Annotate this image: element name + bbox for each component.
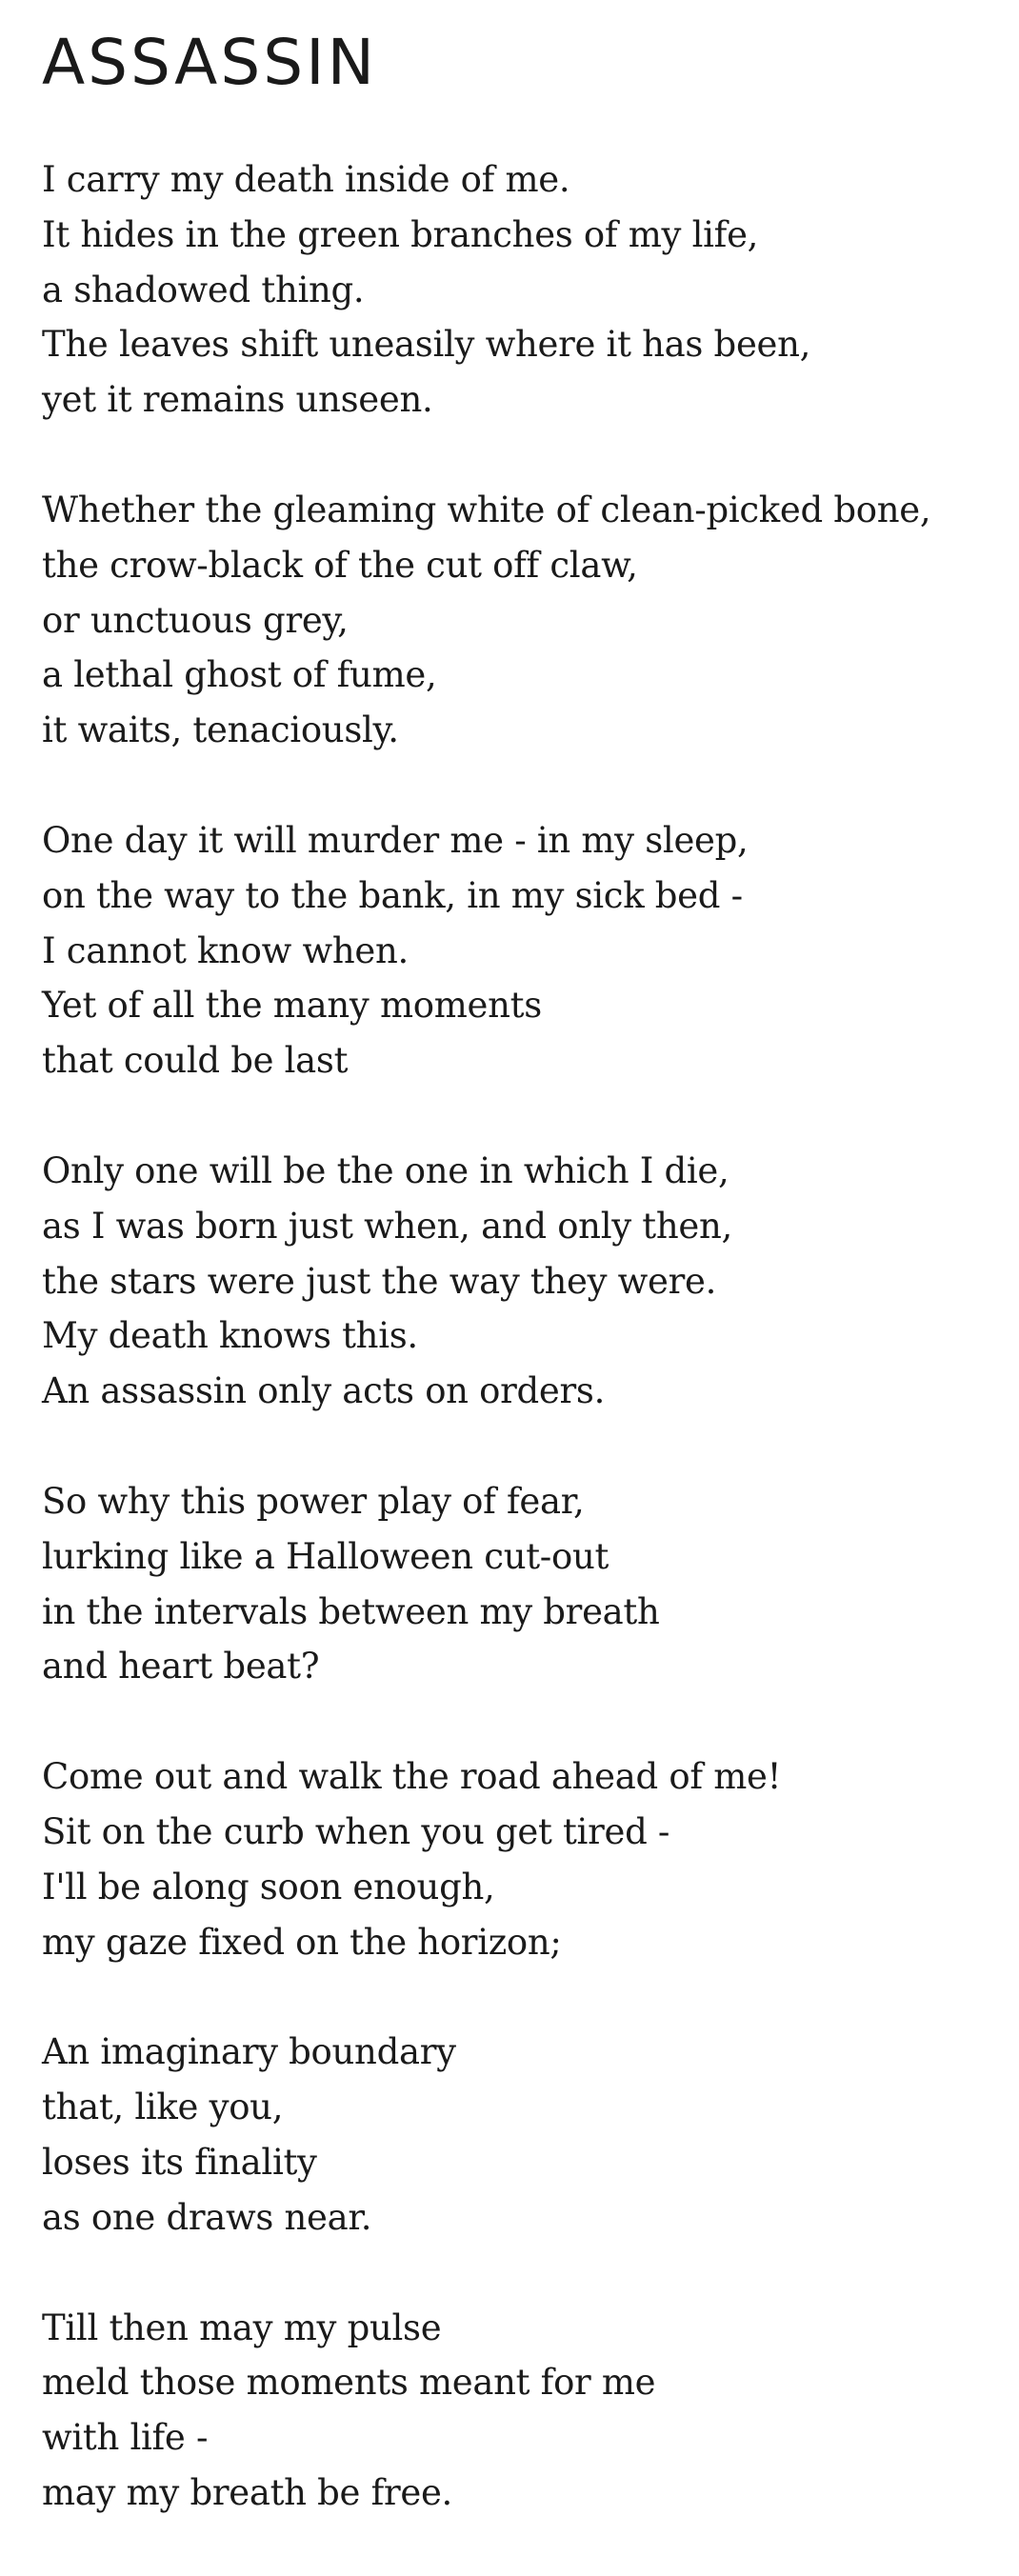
poem-line: It hides in the green branches of my life,	[42, 213, 759, 255]
poem-line: An imaginary boundary	[42, 2031, 456, 2073]
poem-line: I carry my death inside of me.	[42, 159, 570, 200]
poem-line: meld those moments meant for me	[42, 2362, 656, 2404]
stanza-4	[42, 1144, 1000, 1419]
poem-line: Whether the gleaming white of clean-picked bone,	[42, 489, 931, 530]
poem-line: Yet of all the many moments	[42, 985, 542, 1027]
poem-title: ASSASSIN	[42, 26, 377, 99]
stanza-8	[42, 2301, 1000, 2521]
poem-line: as I was born just when, and only then,	[42, 1205, 732, 1247]
poem-line: that could be last	[42, 1040, 349, 1082]
poem-line: the crow-black of the cut off claw,	[42, 544, 638, 586]
poem-line: I cannot know when.	[42, 929, 409, 971]
stanza-1	[42, 152, 1000, 428]
poem-line: One day it will murder me - in my sleep,	[42, 819, 749, 861]
stanza-6	[42, 1749, 1000, 1969]
poem-line: a shadowed thing.	[42, 269, 365, 310]
poem-line: Come out and walk the road ahead of me!	[42, 1756, 782, 1798]
poem-line: that, like you,	[42, 2087, 284, 2128]
poem-line: may my breath be free.	[42, 2471, 453, 2513]
poem-page	[42, 19, 1000, 2576]
poem-line: on the way to the bank, in my sick bed -	[42, 874, 743, 916]
poem-line: An assassin only acts on orders.	[42, 1370, 606, 1412]
poem-line: My death knows this.	[42, 1315, 418, 1357]
poem-line: So why this power play of fear,	[42, 1480, 585, 1522]
stanza-2	[42, 483, 1000, 758]
poem-line: and heart beat?	[42, 1646, 320, 1687]
poem-line: Sit on the curb when you get tired -	[42, 1810, 670, 1852]
poem-line: loses its finality	[42, 2141, 317, 2183]
poem-line: with life -	[42, 2417, 209, 2459]
poem-line: Till then may my pulse	[42, 2306, 442, 2348]
stanza-3	[42, 813, 1000, 1088]
poem-line: yet it remains unseen.	[42, 379, 433, 421]
poem-line: I'll be along soon enough,	[42, 1866, 495, 1907]
poem-line: as one draws near.	[42, 2196, 372, 2238]
poem-line: or unctuous grey,	[42, 599, 349, 641]
poem-line: it waits, tenaciously.	[42, 709, 399, 751]
stanza-7	[42, 2025, 1000, 2245]
poem-line: the stars were just the way they were.	[42, 1260, 717, 1302]
poem-line: lurking like a Halloween cut-out	[42, 1535, 609, 1577]
stanza-5	[42, 1474, 1000, 1694]
poem-line: my gaze fixed on the horizon;	[42, 1921, 562, 1963]
poem-line: a lethal ghost of fume,	[42, 654, 437, 696]
poem-line: Only one will be the one in which I die,	[42, 1149, 729, 1191]
poem-line: in the intervals between my breath	[42, 1590, 660, 1632]
poem-line: The leaves shift uneasily where it has been,	[42, 324, 811, 366]
